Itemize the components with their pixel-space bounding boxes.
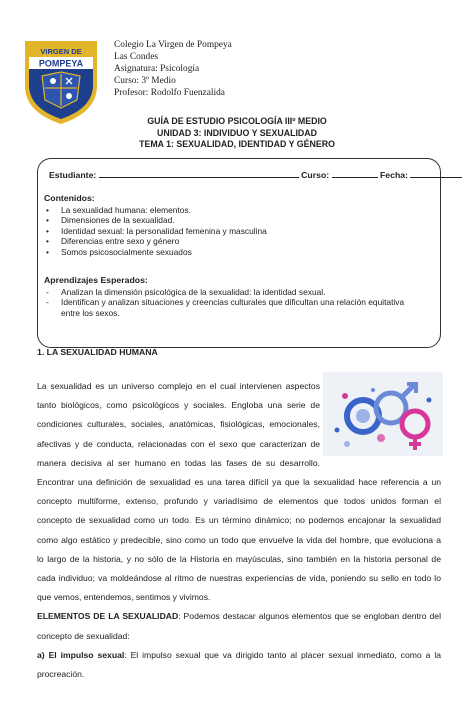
- text-line: cada individuo; va moldeándose al ritmo de nuestras experiencias de vida, poniendo su sello en todo lo: [37, 573, 441, 584]
- outcomes-list: [44, 287, 404, 318]
- intro-paragraph: [37, 377, 320, 473]
- bullet-icon: -: [46, 297, 49, 308]
- list-item: • Dimensiones de la sexualidad.: [46, 215, 175, 226]
- student-label: Estudiante:: [49, 170, 97, 180]
- document-titles: [0, 116, 474, 151]
- course: Curso: 3º Medio: [114, 76, 176, 86]
- school-name: Colegio La Virgen de Pompeya: [114, 40, 232, 50]
- list-item: • Identidad sexual: la personalidad femenina y masculina: [46, 225, 267, 236]
- school-info: [114, 39, 232, 99]
- bullet-icon: •: [46, 246, 49, 257]
- list-item: - Analizan la dimensión psicológica de la sexualidad: la identidad sexual.: [46, 287, 326, 297]
- text-line: concepto de sexualidad:: [37, 630, 130, 641]
- impulse-line: a) El impulso sexual: El impulso sexual que va dirigido tanto al placer sexual inmediato, como a la: [37, 649, 442, 660]
- bullet-icon: •: [46, 215, 49, 226]
- section-heading: 1. LA SEXUALIDAD HUMANA: [37, 347, 158, 357]
- list-item: • Diferencias entre sexo y género: [46, 236, 180, 247]
- text-line: condiciones culturales, sociales, anatómicas, fisiológicas, emocionales,: [37, 419, 320, 430]
- course-label: Curso:: [301, 170, 330, 180]
- list-item: - Identifican y analizan situaciones y creencias culturales que dificultan una relación equitativa: [46, 297, 405, 308]
- impulse-lead: a) El impulso sexual: [37, 649, 125, 660]
- text-line: La sexualidad es un universo complejo en el cual intervienen aspectos: [37, 381, 320, 391]
- text-line: procreación.: [37, 669, 85, 680]
- text-line: como algo estático y predecible, sino como un todo que envuelve la vida del hombre, que evoluciona a: [37, 534, 441, 545]
- school-crest-logo: [22, 38, 100, 126]
- teacher: Profesor: Rodolfo Fuenzalida: [114, 88, 225, 98]
- subject: Asignatura: Psicología: [114, 64, 200, 74]
- course-field[interactable]: [332, 169, 378, 178]
- elements-line: ELEMENTOS DE LA SEXUALIDAD: Podemos destacar algunos elementos que se engloban dentro del: [37, 611, 441, 622]
- list-item: entre los sexos.: [61, 307, 120, 318]
- gender-symbols-illustration: [323, 372, 443, 456]
- bullet-icon: •: [46, 236, 49, 247]
- crest-text-top: VIRGEN DE: [40, 47, 82, 56]
- date-field[interactable]: [410, 169, 462, 178]
- topic-title: TEMA 1: SEXUALIDAD, IDENTIDAD Y GÉNERO: [139, 139, 335, 150]
- text-line: concepto multiforme, extenso, profundo y variadísimo de elementos que todos unidos forman el: [37, 496, 441, 507]
- text-line: Encontrar una definición de sexualidad es una tarea difícil ya que la sexualidad hace referencia a un: [37, 477, 441, 487]
- unit-title: UNIDAD 3: INDIVIDUO Y SEXUALIDAD: [157, 127, 317, 138]
- school-location: Las Condes: [114, 52, 159, 62]
- crest-text-bottom: POMPEYA: [38, 58, 84, 69]
- student-name-field[interactable]: [99, 169, 299, 178]
- list-item: • La sexualidad humana: elementos.: [46, 205, 191, 215]
- bullet-icon: •: [46, 225, 49, 236]
- bullet-icon: •: [46, 205, 49, 215]
- bullet-icon: -: [46, 287, 49, 297]
- body-paragraph: [37, 473, 441, 684]
- text-line: afectivas y de conducta, relacionadas con el sexo que caracterizan de: [37, 438, 320, 449]
- contents-heading: Contenidos:: [44, 193, 95, 203]
- text-line: concepto de sexualidad como un todo. Es un término dinámico; no podemos encajonar la sexualidad: [37, 515, 441, 526]
- text-line: lo largo de la historia, y no sólo de la Historia en mayúsculas, sino también en la historia personal de: [37, 553, 441, 564]
- list-item: • Somos psicosocialmente sexuados: [46, 246, 192, 257]
- date-label: Fecha:: [380, 170, 409, 180]
- outcomes-heading: Aprendizajes Esperados:: [44, 275, 148, 285]
- student-form-line: [49, 169, 462, 180]
- elements-lead: ELEMENTOS DE LA SEXUALIDAD: [37, 611, 179, 622]
- text-line: manera decisiva al ser humano en todas las fases de su desarrollo.: [37, 457, 320, 468]
- contents-list: [44, 205, 267, 257]
- text-line: tanto biológicos, como psicológicos y sociales. Engloba una serie de: [37, 400, 320, 411]
- guide-title: GUÍA DE ESTUDIO PSICOLOGÍA IIIº MEDIO: [147, 116, 327, 126]
- text-line: que vemos, entendemos, sentimos y vivimos.: [37, 592, 211, 603]
